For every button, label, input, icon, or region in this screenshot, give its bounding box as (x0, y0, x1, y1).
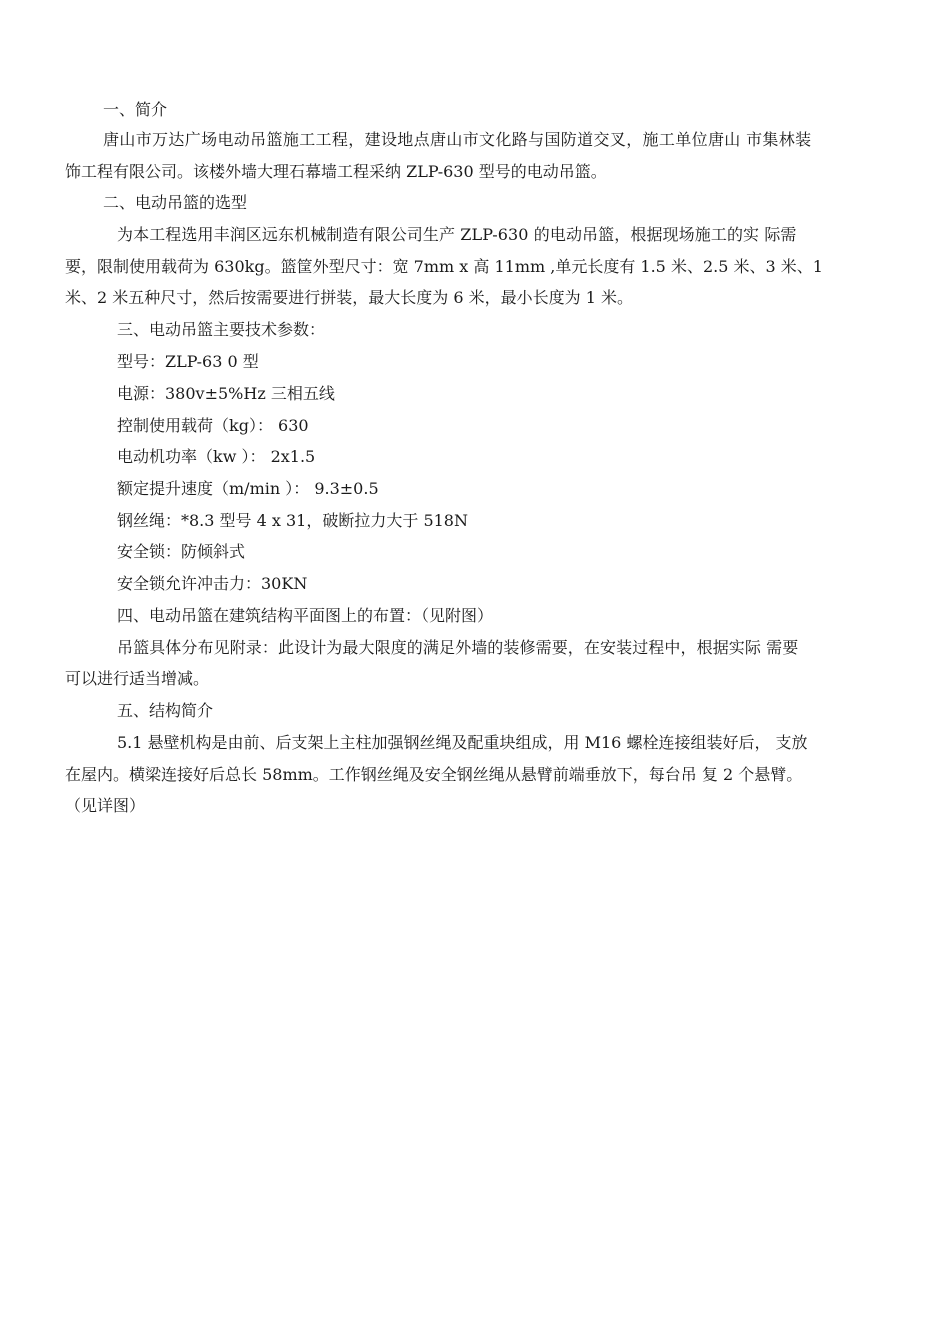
paragraph-line: 在屋内。横梁连接好后总长 58mm。工作钢丝绳及安全钢丝绳从悬臂前端垂放下，每台吊 复 2 个悬臂。 (65, 765, 803, 784)
spec-load: 控制使用载荷（kg）： 630 (117, 416, 309, 435)
section-heading-parameters: 三、电动吊篮主要技术参数： (117, 320, 326, 339)
spec-model: 型号：ZLP-63 0 型 (117, 352, 259, 371)
spec-lift-speed: 额定提升速度（m/min ）： 9.3±0.5 (117, 479, 379, 498)
spec-safety-lock: 安全锁：防倾斜式 (117, 542, 246, 561)
paragraph-line: 饰工程有限公司。该楼外墙大理石幕墙工程采纳 ZLP-630 型号的电动吊篮。 (65, 162, 607, 181)
spec-safety-lock-impact: 安全锁允许冲击力：30KN (117, 574, 308, 593)
spec-motor-power: 电动机功率（kw ）： 2x1.5 (117, 447, 316, 466)
paragraph-line: 为本工程选用丰润区远东机械制造有限公司生产 ZLP-630 的电动吊篮，根据现场施工的实 际需 (117, 225, 797, 244)
paragraph-line: 可以进行适当增减。 (65, 669, 210, 688)
paragraph-line: 要，限制使用载荷为 630kg。篮筐外型尺寸：宽 7mm x 高 11mm ,单元长度有 1.5 米、2.5 米、3 米、1 (65, 257, 823, 276)
section-heading-structure: 五、结构简介 (117, 701, 214, 720)
spec-power-supply: 电源：380v±5%Hz 三相五线 (117, 384, 335, 403)
section-heading-intro: 一、简介 (103, 100, 168, 119)
spec-wire-rope: 钢丝绳：*8.3 型号 4 x 31，破断拉力大于 518N (117, 511, 468, 530)
section-heading-selection: 二、电动吊篮的选型 (103, 193, 248, 212)
paragraph-line: （见详图） (65, 796, 146, 815)
paragraph-line: 米、2 米五种尺寸，然后按需要进行拼装，最大长度为 6 米，最小长度为 1 米。 (65, 288, 633, 307)
paragraph-line: 吊篮具体分布见附录：此设计为最大限度的满足外墙的装修需要，在安装过程中，根据实际 需要 (117, 638, 799, 657)
section-heading-layout: 四、电动吊篮在建筑结构平面图上的布置：（见附图） (117, 606, 494, 625)
paragraph-line: 5.1 悬壁机构是由前、后支架上主柱加强钢丝绳及配重块组成，用 M16 螺栓连接组装好后， 支放 (117, 733, 808, 752)
paragraph-line: 唐山市万达广场电动吊篮施工工程，建设地点唐山市文化路与国防道交叉，施工单位唐山 市集林装 (103, 130, 812, 149)
